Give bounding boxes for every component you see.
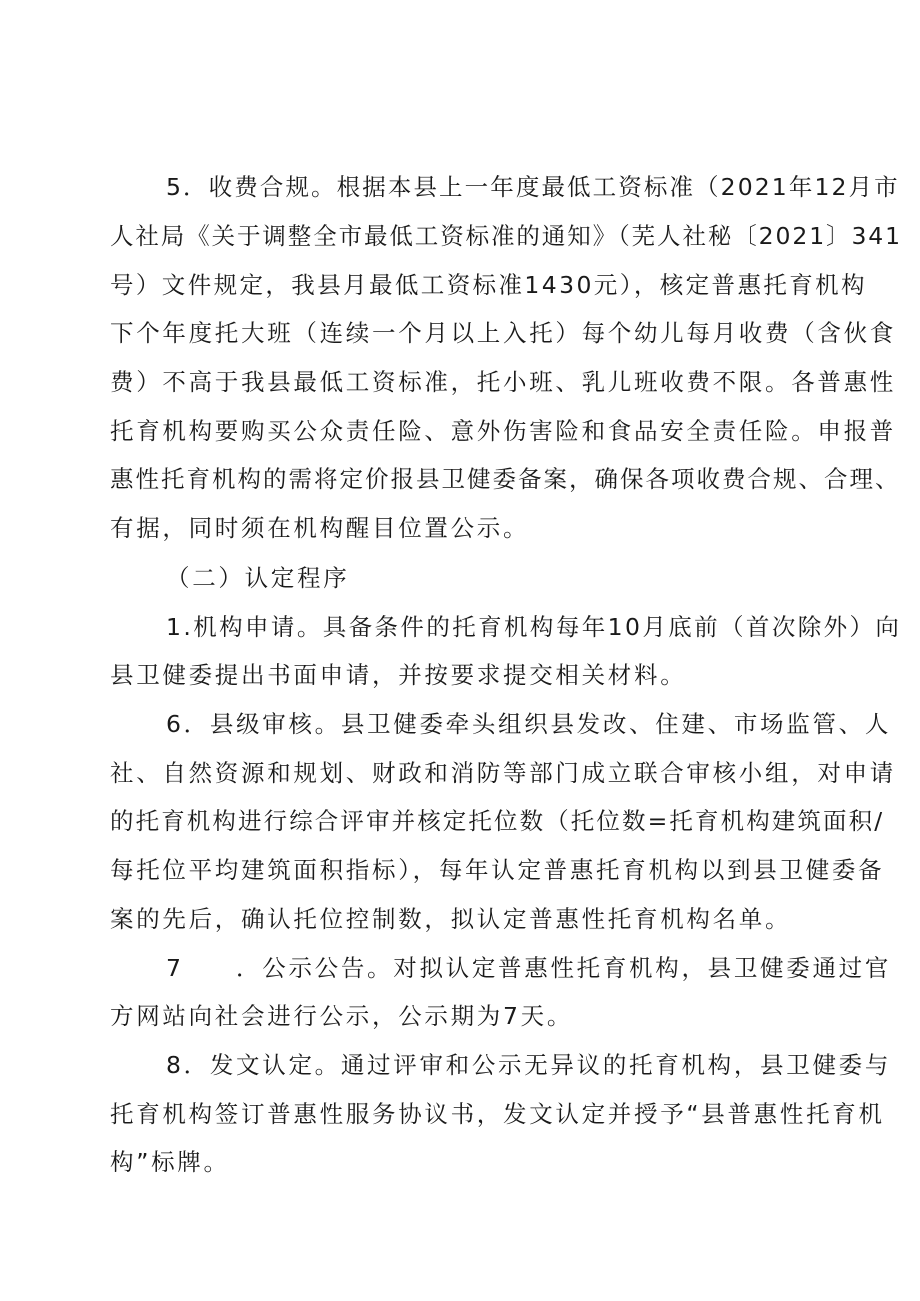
text-line: 8．发文认定。通过评审和公示无异议的托育机构，县卫健委与 xyxy=(166,1051,892,1079)
text-line: 有据，同时须在机构醒目位置公示。 xyxy=(110,514,530,542)
text-line: 构”标牌。 xyxy=(110,1148,230,1176)
text-line: 6．县级审核。县卫健委牵头组织县发改、住建、市场监管、人 xyxy=(166,710,892,738)
text-line: 方网站向社会进行公示，公示期为7天。 xyxy=(110,1002,574,1030)
text-line: 人社局《关于调整全市最低工资标准的通知》（芜人社秘〔2021〕341 xyxy=(110,222,903,250)
text-line: 的托育机构进行综合评审并核定托位数（托位数=托育机构建筑面积/ xyxy=(110,807,885,835)
section-heading-text: （二）认定程序 xyxy=(166,564,350,592)
text-line: 每托位平均建筑面积指标），每年认定普惠托育机构以到县卫健委备 xyxy=(110,856,885,884)
text-line: 5．收费合规。根据本县上一年度最低工资标准（2021年12月市 xyxy=(166,173,900,201)
text-line: 费）不高于我县最低工资标准，托小班、乳儿班收费不限。各普惠性 xyxy=(110,368,896,396)
text-line: 托育机构签订普惠性服务协议书，发文认定并授予“县普惠性托育机 xyxy=(110,1100,885,1128)
text-line: 1.机构申请。具备条件的托育机构每年10月底前（首次除外）向 xyxy=(166,613,902,641)
text-line: 案的先后，确认托位控制数，拟认定普惠性托育机构名单。 xyxy=(110,905,792,933)
text-line: 7 ．公示公告。对拟认定普惠性托育机构，县卫健委通过官 xyxy=(166,954,892,982)
text-line: 惠性托育机构的需将定价报县卫健委备案，确保各项收费合规、合理、 xyxy=(110,465,901,493)
text-line: 下个年度托大班（连续一个月以上入托）每个幼儿每月收费（含伙食 xyxy=(110,319,896,347)
text-line: 社、自然资源和规划、财政和消防等部门成立联合审核小组，对申请 xyxy=(110,759,896,787)
text-line: 托育机构要购买公众责任险、意外伤害险和食品安全责任险。申报普 xyxy=(110,417,896,445)
text-line: 县卫健委提出书面申请，并按要求提交相关材料。 xyxy=(110,661,687,689)
text-line: 号）文件规定，我县月最低工资标准1430元），核定普惠托育机构 xyxy=(110,271,867,299)
